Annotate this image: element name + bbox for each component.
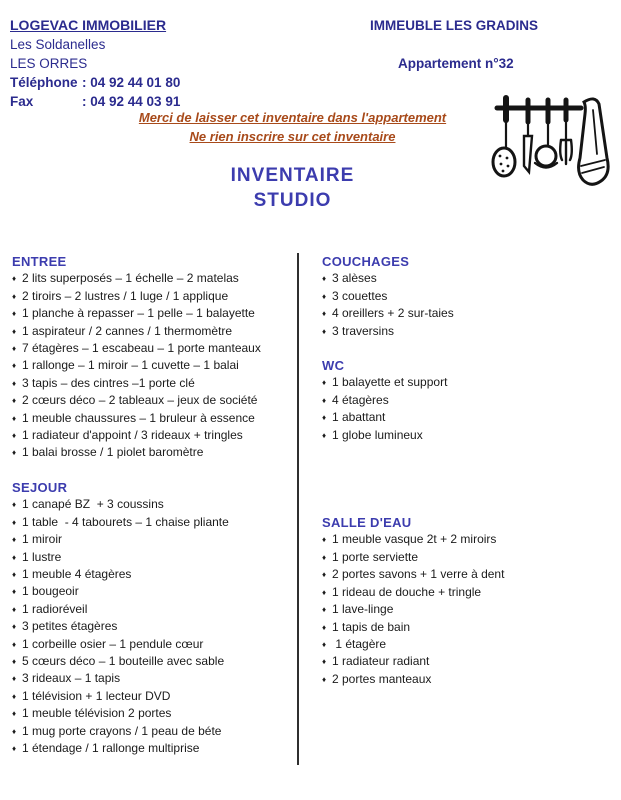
- left-column: [0, 253, 297, 765]
- item-text: 2 portes manteaux: [332, 671, 432, 686]
- inventory-item: [12, 340, 297, 357]
- fax-number: : 04 92 44 03 91: [82, 94, 181, 109]
- inventory-item: [12, 357, 297, 374]
- section-items: [322, 270, 621, 340]
- inventory-item: [322, 288, 621, 305]
- item-text: 1 canapé BZ + 3 coussins: [22, 497, 164, 512]
- bullet-icon: ♦: [12, 743, 17, 753]
- item-text: 1 bougeoir: [22, 584, 79, 599]
- phone-row: [10, 73, 180, 92]
- inventory-section: [322, 253, 621, 340]
- inventory-item: [12, 410, 297, 427]
- bullet-icon: ♦: [322, 639, 327, 649]
- item-text: 2 portes savons + 1 verre à dent: [332, 567, 505, 582]
- bullet-icon: ♦: [12, 691, 17, 701]
- building-name: IMMEUBLE LES GRADINS: [370, 18, 539, 33]
- item-text: 1 aspirateur / 2 cannes / 1 thermomètre: [22, 323, 233, 338]
- inventory-section: [12, 253, 297, 462]
- inventory-item: [12, 444, 297, 461]
- inventory-item: [12, 392, 297, 409]
- inventory-item: [322, 584, 621, 601]
- inventory-item: [322, 305, 621, 322]
- bullet-icon: ♦: [322, 674, 327, 684]
- inventory-item: [12, 740, 297, 757]
- item-text: 1 tapis de bain: [332, 619, 411, 634]
- bullet-icon: ♦: [322, 413, 327, 423]
- bullet-icon: ♦: [322, 430, 327, 440]
- item-text: 1 planche à repasser – 1 pelle – 1 balayette: [22, 306, 255, 321]
- inventory-item: [12, 705, 297, 722]
- apartment-number: Appartement n°32: [398, 56, 514, 71]
- item-text: 3 alèses: [332, 271, 377, 286]
- section-items: [322, 374, 621, 444]
- agency-address: Les Soldanelles: [10, 37, 106, 52]
- inventory-item: [322, 392, 621, 409]
- bullet-icon: ♦: [322, 605, 327, 615]
- section-heading: SALLE D'EAU: [322, 515, 412, 531]
- kitchen-utensils-icon: [491, 92, 617, 198]
- item-text: 1 mug porte crayons / 1 peau de béte: [22, 723, 222, 738]
- bullet-icon: ♦: [12, 552, 17, 562]
- bullet-icon: ♦: [12, 344, 17, 354]
- section-heading: COUCHAGES: [322, 254, 410, 269]
- bullet-icon: ♦: [12, 378, 17, 388]
- inventory-item: [12, 618, 297, 635]
- bullet-icon: ♦: [12, 656, 17, 666]
- item-text: 1 table - 4 tabourets – 1 chaise pliante: [22, 514, 229, 529]
- inventory-item: [12, 583, 297, 600]
- bullet-icon: ♦: [12, 361, 17, 371]
- inventory-item: [322, 374, 621, 391]
- bullet-icon: ♦: [12, 517, 17, 527]
- item-text: 1 rallonge – 1 miroir – 1 cuvette – 1 balai: [22, 358, 239, 373]
- inventory-item: [12, 566, 297, 583]
- section-heading: SEJOUR: [12, 479, 68, 495]
- inventory-section: [322, 514, 621, 688]
- bullet-icon: ♦: [322, 570, 327, 580]
- bullet-icon: ♦: [322, 378, 327, 388]
- item-text: 3 couettes: [332, 288, 388, 303]
- inventory-item: [322, 566, 621, 583]
- inventory-item: [12, 531, 297, 548]
- bullet-icon: ♦: [322, 535, 327, 545]
- notice-line-1: Merci de laisser cet inventaire dans l'appartement: [138, 110, 447, 125]
- section-items: [12, 270, 297, 461]
- notice-line-2: Ne rien inscrire sur cet inventaire: [189, 129, 396, 144]
- bullet-icon: ♦: [322, 657, 327, 667]
- inventory-item: [322, 653, 621, 670]
- inventory-section: [12, 479, 297, 758]
- inventory-item: [322, 549, 621, 566]
- inventory-section: [322, 357, 621, 444]
- agency-city: LES ORRES: [10, 56, 88, 71]
- inventory-item: [322, 636, 621, 653]
- item-text: 1 miroir: [22, 532, 63, 547]
- bullet-icon: ♦: [12, 431, 17, 441]
- item-text: 4 étagères: [332, 392, 389, 407]
- item-text: 1 abattant: [332, 410, 386, 425]
- bullet-icon: ♦: [12, 726, 17, 736]
- phone-number: : 04 92 44 01 80: [82, 75, 181, 90]
- item-text: 3 tapis – des cintres –1 porte clé: [22, 375, 195, 390]
- bullet-icon: ♦: [12, 622, 17, 632]
- bullet-icon: ♦: [322, 326, 327, 336]
- inventory-item: [322, 270, 621, 287]
- item-text: 1 porte serviette: [332, 549, 419, 564]
- item-text: 1 meuble télévision 2 portes: [22, 706, 172, 721]
- inventory-item: [322, 427, 621, 444]
- bullet-icon: ♦: [322, 552, 327, 562]
- bullet-icon: ♦: [322, 274, 327, 284]
- bullet-icon: ♦: [12, 413, 17, 423]
- bullet-icon: ♦: [322, 587, 327, 597]
- item-text: 2 cœurs déco – 2 tableaux – jeux de société: [22, 393, 258, 408]
- bullet-icon: ♦: [12, 639, 17, 649]
- inventory-item: [322, 601, 621, 618]
- item-text: 1 lave-linge: [332, 602, 394, 617]
- item-text: 1 radiateur d'appoint / 3 rideaux + tringles: [22, 428, 243, 443]
- bullet-icon: ♦: [12, 274, 17, 284]
- inventory-item: [322, 409, 621, 426]
- inventory-item: [12, 670, 297, 687]
- inventory-item: [12, 636, 297, 653]
- inventory-item: [12, 549, 297, 566]
- item-text: 1 meuble 4 étagères: [22, 566, 132, 581]
- bullet-icon: ♦: [12, 709, 17, 719]
- item-text: 1 meuble chaussures – 1 bruleur à essence: [22, 410, 255, 425]
- inventory-item: [322, 671, 621, 688]
- bullet-icon: ♦: [322, 291, 327, 301]
- bullet-icon: ♦: [12, 604, 17, 614]
- item-text: 1 globe lumineux: [332, 427, 423, 442]
- inventory-columns: [0, 253, 621, 765]
- section-heading: ENTREE: [12, 254, 67, 269]
- bullet-icon: ♦: [12, 448, 17, 458]
- inventory-item: [12, 270, 297, 287]
- inventory-item: [12, 288, 297, 305]
- bullet-icon: ♦: [12, 674, 17, 684]
- section-heading: WC: [322, 358, 345, 374]
- phone-label: Téléphone: [10, 75, 78, 90]
- item-text: 1 radiateur radiant: [332, 654, 430, 669]
- inventory-item: [12, 688, 297, 705]
- item-text: 5 cœurs déco – 1 bouteille avec sable: [22, 653, 225, 668]
- item-text: 1 balai brosse / 1 piolet baromètre: [22, 445, 204, 460]
- item-text: 1 corbeille osier – 1 pendule cœur: [22, 636, 204, 651]
- inventory-item: [12, 323, 297, 340]
- inventory-item: [12, 653, 297, 670]
- item-text: 4 oreillers + 2 sur-taies: [332, 306, 454, 321]
- item-text: 2 tiroirs – 2 lustres / 1 luge / 1 applique: [22, 288, 229, 303]
- bullet-icon: ♦: [12, 291, 17, 301]
- item-text: 1 radioréveil: [22, 601, 88, 616]
- bullet-icon: ♦: [12, 500, 17, 510]
- inventory-item: [12, 514, 297, 531]
- inventory-item: [12, 305, 297, 322]
- bullet-icon: ♦: [322, 622, 327, 632]
- item-text: 7 étagères – 1 escabeau – 1 porte manteaux: [22, 341, 261, 356]
- bullet-icon: ♦: [12, 396, 17, 406]
- inventory-item: [12, 375, 297, 392]
- bullet-icon: ♦: [12, 309, 17, 319]
- bullet-icon: ♦: [12, 326, 17, 336]
- item-text: 3 petites étagères: [22, 619, 118, 634]
- inventory-item: [12, 496, 297, 513]
- section-items: [322, 531, 621, 688]
- fax-label: Fax: [10, 94, 34, 109]
- item-text: 3 rideaux – 1 tapis: [22, 671, 121, 686]
- item-text: 2 lits superposés – 1 échelle – 2 matelas: [22, 271, 239, 286]
- bullet-icon: ♦: [12, 587, 17, 597]
- item-text: 1 meuble vasque 2t + 2 miroirs: [332, 532, 497, 547]
- title-line-2: STUDIO: [253, 190, 332, 211]
- right-column: [299, 253, 621, 765]
- inventory-item: [12, 723, 297, 740]
- building-header: [370, 16, 538, 73]
- agency-header: [10, 16, 180, 111]
- item-text: 1 télévision + 1 lecteur DVD: [22, 688, 171, 703]
- item-text: 1 étendage / 1 rallonge multiprise: [22, 740, 200, 755]
- item-text: 1 lustre: [22, 549, 62, 564]
- section-items: [12, 496, 297, 757]
- item-text: 1 rideau de douche + tringle: [332, 584, 482, 599]
- agency-name: LOGEVAC IMMOBILIER: [10, 17, 167, 33]
- inventory-item: [322, 619, 621, 636]
- bullet-icon: ♦: [12, 535, 17, 545]
- item-text: 1 étagère: [332, 636, 387, 651]
- inventory-item: [12, 601, 297, 618]
- item-text: 3 traversins: [332, 323, 395, 338]
- title-line-1: INVENTAIRE: [230, 165, 355, 186]
- bullet-icon: ♦: [12, 569, 17, 579]
- inventory-item: [12, 427, 297, 444]
- inventory-item: [322, 531, 621, 548]
- item-text: 1 balayette et support: [332, 375, 448, 390]
- inventory-item: [322, 323, 621, 340]
- bullet-icon: ♦: [322, 309, 327, 319]
- bullet-icon: ♦: [322, 395, 327, 405]
